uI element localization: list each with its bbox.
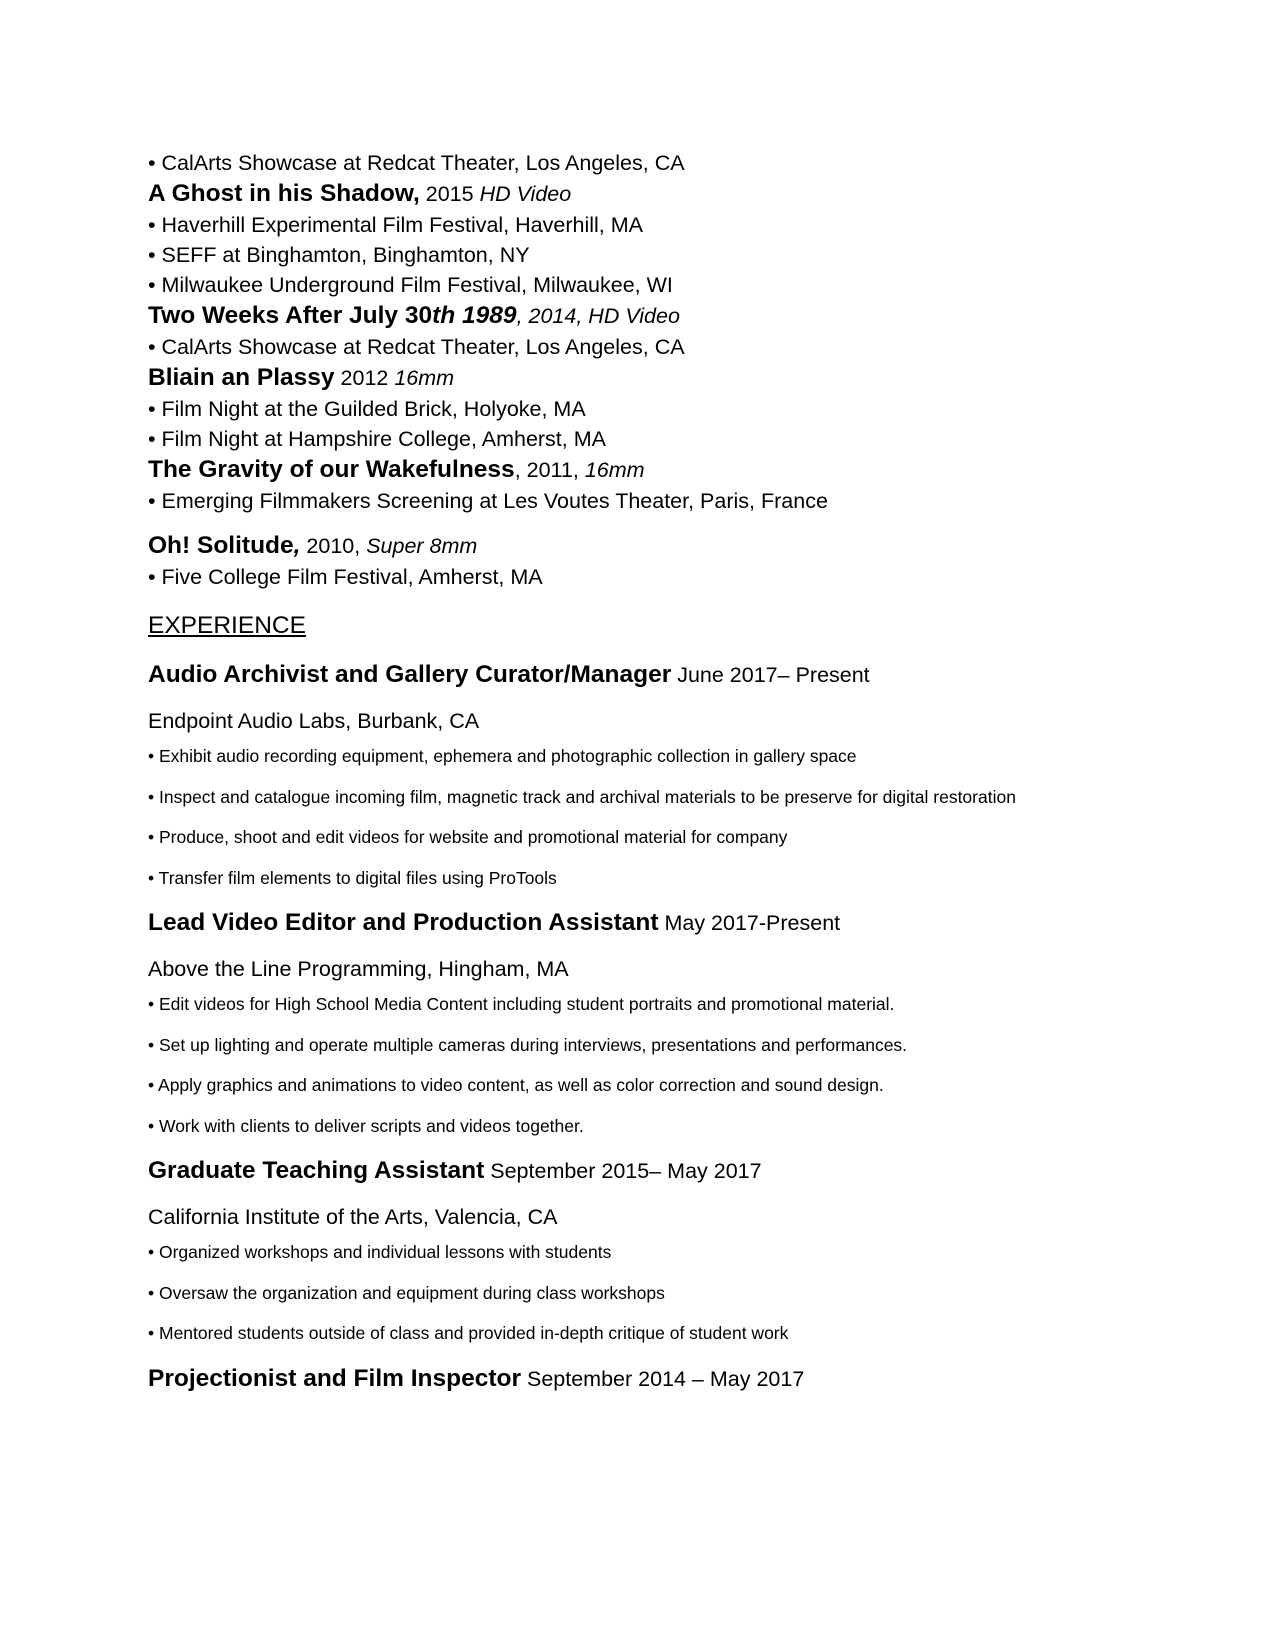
film-title-italic: th 1989 [432, 302, 517, 329]
resume-page [148, 148, 1148, 1396]
film-year: 2012 [334, 366, 395, 390]
film-title: The Gravity of our Wakefulness [148, 456, 515, 483]
film-year: 2015 [419, 182, 480, 206]
film-year: 2010, [300, 534, 367, 558]
film-format: Super 8mm [366, 534, 478, 558]
job-bullet: • Apply graphics and animations to video content, as well as color correction and sound design. [148, 1075, 884, 1095]
job-title: Projectionist and Film Inspector [148, 1364, 522, 1392]
film-format: 16mm [394, 366, 455, 390]
screening-bullet: • Emerging Filmmakers Screening at Les Voutes Theater, Paris, France [148, 489, 828, 513]
job-organization: Above the Line Programming, Hingham, MA [148, 957, 569, 981]
screening-bullet: • CalArts Showcase at Redcat Theater, Los Angeles, CA [148, 335, 685, 359]
job-title-line [148, 1362, 1148, 1396]
job-bullet: • Oversaw the organization and equipment during class workshops [148, 1282, 665, 1303]
film-title: A Ghost in his Shadow, [148, 180, 420, 207]
film-year: , 2014, [516, 304, 589, 328]
screening-bullet: • SEFF at Binghamton, Binghamton, NY [148, 243, 530, 267]
film-title: Bliain an Plassy [148, 364, 335, 391]
job-bullet: • Transfer film elements to digital files using ProTools [148, 867, 557, 888]
job-bullet: • Exhibit audio recording equipment, ephemera and photographic collection in gallery space [148, 746, 857, 766]
film-format: 16mm [584, 458, 645, 482]
film-entry-ghost [148, 178, 1148, 210]
screening-bullet: • CalArts Showcase at Redcat Theater, Los Angeles, CA [148, 151, 685, 175]
job-bullet: • Inspect and catalogue incoming film, magnetic track and archival materials to be preserve for digital restoration [148, 786, 1016, 807]
film-title: Oh! Solitude [148, 532, 294, 559]
film-entry-bliain [148, 362, 1148, 394]
screening-bullet: • Haverhill Experimental Film Festival, Haverhill, MA [148, 213, 643, 237]
job-dates: September 2014 – May 2017 [521, 1366, 805, 1391]
film-title: Two Weeks After July 30 [148, 302, 433, 329]
job-title-line [148, 906, 1148, 940]
job-dates: September 2015– May 2017 [484, 1159, 762, 1183]
job-title: Graduate Teaching Assistant [148, 1157, 485, 1184]
job-title: Lead Video Editor and Production Assistant [148, 909, 659, 936]
screening-bullet: • Film Night at the Guilded Brick, Holyoke, MA [148, 397, 586, 421]
job-dates: May 2017-Present [658, 911, 841, 935]
screening-bullet: • Five College Film Festival, Amherst, MA [148, 565, 543, 589]
screening-bullet: • Film Night at Hampshire College, Amherst, MA [148, 427, 606, 451]
job-title-line [148, 1154, 1148, 1188]
job-bullet: • Work with clients to deliver scripts and videos together. [148, 1115, 584, 1136]
job-bullet: • Edit videos for High School Media Content including student portraits and promotional material. [148, 994, 895, 1014]
screening-bullet: • Milwaukee Underground Film Festival, Milwaukee, WI [148, 273, 673, 297]
job-organization: California Institute of the Arts, Valencia, CA [148, 1205, 558, 1229]
section-heading-experience: EXPERIENCE [148, 612, 306, 639]
film-entry-gravity [148, 454, 1148, 486]
film-entry-solitude [148, 530, 1148, 562]
job-dates: June 2017– Present [671, 663, 870, 687]
film-year: , 2011, [514, 458, 585, 482]
job-title-line [148, 658, 1148, 692]
job-bullet: • Produce, shoot and edit videos for website and promotional material for company [148, 827, 788, 847]
job-title: Audio Archivist and Gallery Curator/Manager [148, 661, 672, 688]
film-format: HD Video [479, 182, 572, 206]
film-title-comma: , [293, 532, 301, 559]
film-format: HD Video [588, 304, 680, 328]
job-bullet: • Organized workshops and individual lessons with students [148, 1242, 612, 1262]
film-entry-two-weeks [148, 300, 1148, 332]
job-organization: Endpoint Audio Labs, Burbank, CA [148, 709, 480, 733]
job-bullet: • Mentored students outside of class and provided in-depth critique of student work [148, 1323, 789, 1343]
job-bullet: • Set up lighting and operate multiple cameras during interviews, presentations and performances. [148, 1034, 908, 1055]
